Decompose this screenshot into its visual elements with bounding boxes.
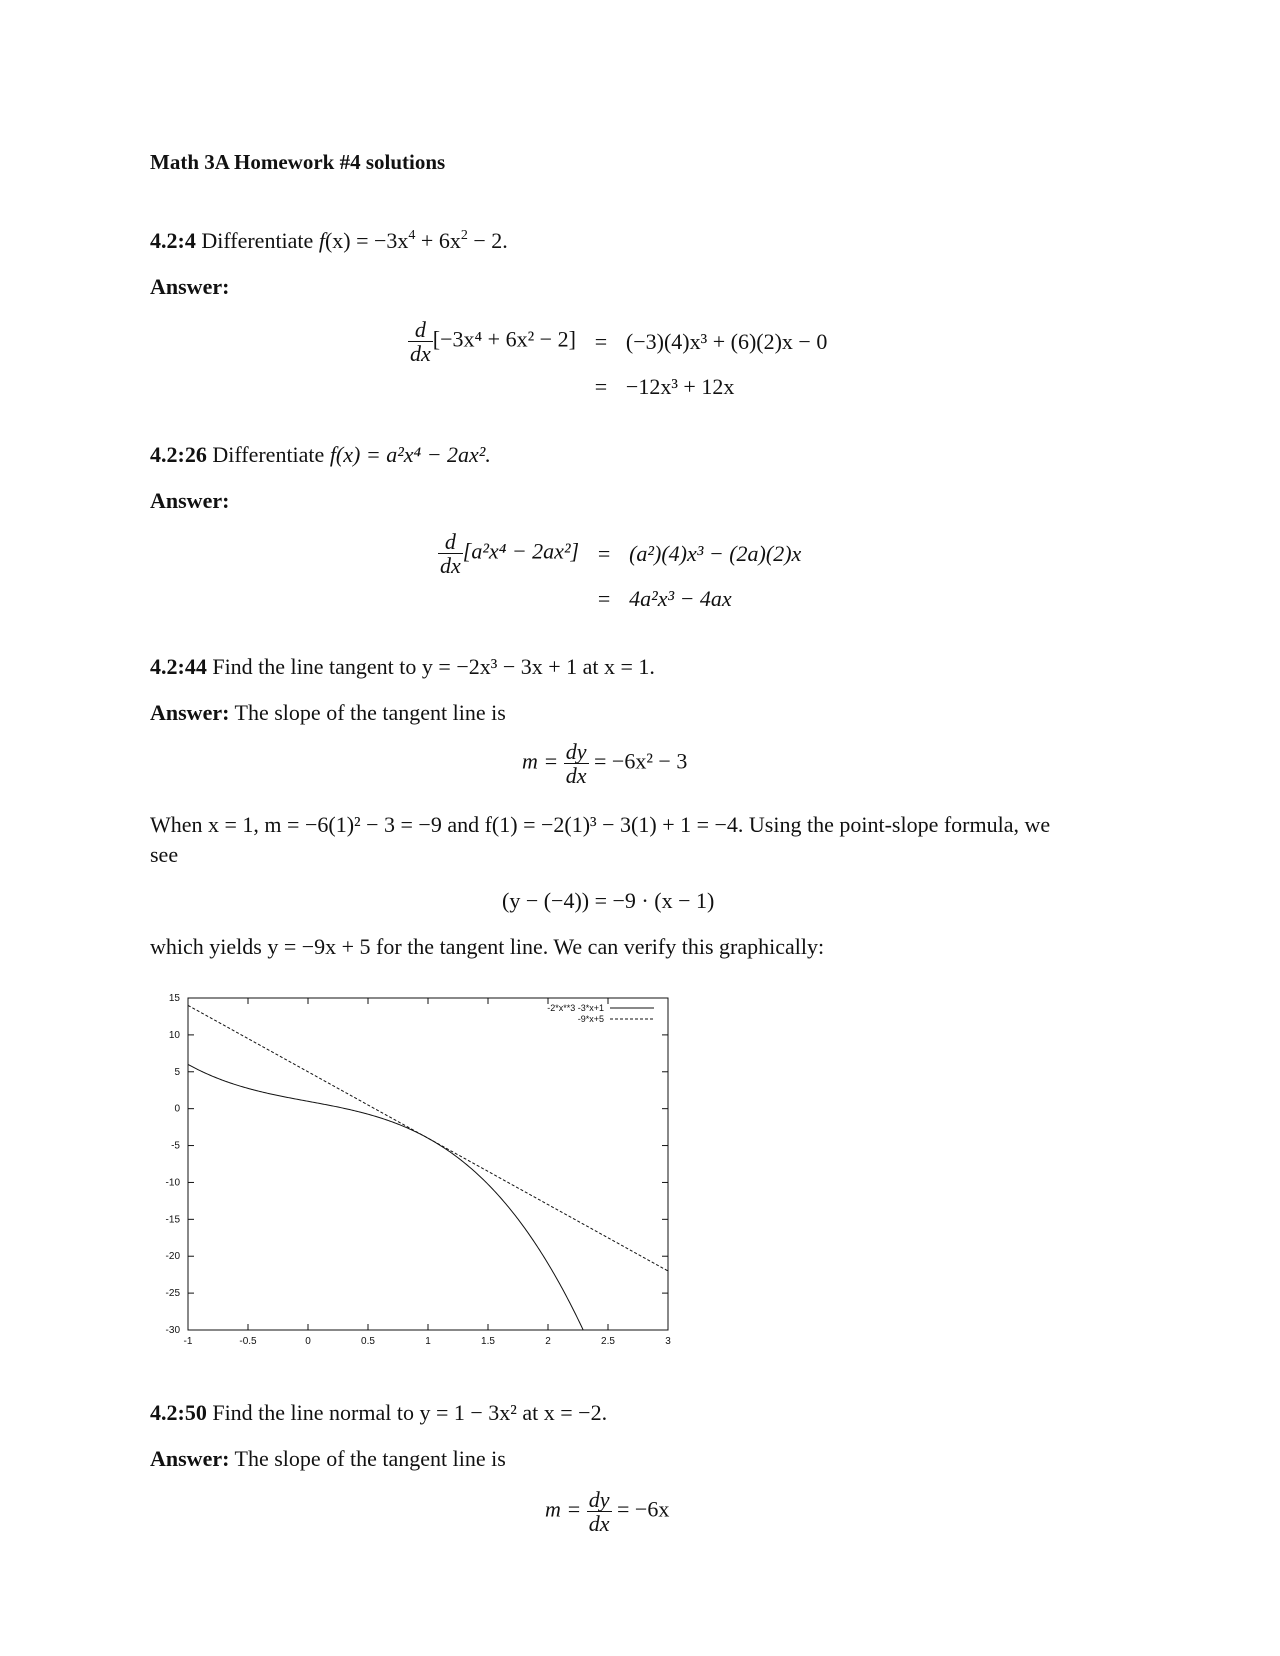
problem-text: Find the line tangent to y = −2x³ − 3x + 1 at x = 1. xyxy=(212,654,655,679)
answer-label: Answer: xyxy=(150,488,230,513)
answer-label: Answer: xyxy=(150,274,230,299)
paragraph-line: When x = 1, m = −6(1)² − 3 = −9 and f(1) = −2(1)³ − 3(1) + 1 = −4. Using the point-slope formula, we xyxy=(150,812,1051,837)
y-tick-label: -30 xyxy=(165,1325,180,1336)
problem-number: 4.2:50 xyxy=(150,1400,207,1425)
derivation-lhs-body: [a²x⁴ − 2ax²] xyxy=(462,538,580,564)
derivation-result: 4a²x³ − 4ax xyxy=(629,586,732,612)
x-tick-label: 1 xyxy=(425,1336,431,1347)
slope-rhs: = −6x² − 3 xyxy=(594,748,688,774)
equals-sign: = xyxy=(597,540,611,566)
fraction-denominator: dx xyxy=(588,1511,610,1537)
series-curve xyxy=(188,1064,668,1348)
derivative-fraction xyxy=(564,740,589,787)
document-title: Math 3A Homework #4 solutions xyxy=(150,150,446,174)
exponent: 4 xyxy=(408,228,416,243)
y-tick-label: -5 xyxy=(171,1140,180,1152)
point-slope-equation: (y − (−4)) = −9 · (x − 1) xyxy=(502,888,715,913)
problem-text: Differentiate xyxy=(201,228,314,253)
problem-4-2-4-statement xyxy=(150,228,508,254)
derivation-rhs: (a²)(4)x³ − (2a)(2)x xyxy=(629,540,802,566)
legend-label: -9*x+5 xyxy=(577,1014,604,1024)
equals-sign: = xyxy=(594,374,608,400)
problem-number: 4.2:4 xyxy=(150,228,196,253)
paragraph-line: see xyxy=(150,842,179,867)
x-tick-label: -0.5 xyxy=(239,1336,257,1347)
slope-m: m = xyxy=(545,1496,582,1522)
chart-svg xyxy=(152,986,692,1348)
fraction-denominator: dx xyxy=(440,553,461,579)
answer-label: Answer: xyxy=(150,1446,230,1471)
x-tick-label: 0 xyxy=(305,1336,311,1347)
paragraph-line: which yields y = −9x + 5 for the tangent line. We can verify this graphically: xyxy=(150,934,825,959)
answer-line xyxy=(150,1446,506,1472)
derivation-4-2-26 xyxy=(438,530,801,621)
slope-equation xyxy=(545,1488,669,1535)
x-tick-label: 3 xyxy=(665,1336,671,1347)
answer-line xyxy=(150,700,506,726)
derivative-operator xyxy=(408,318,433,365)
legend-label: -2*x**3 -3*x+1 xyxy=(547,1003,604,1013)
fraction-numerator: d xyxy=(408,318,433,342)
fraction-numerator: d xyxy=(438,530,463,554)
function-name: f xyxy=(318,228,325,253)
derivative-fraction xyxy=(587,1488,612,1535)
x-tick-label: 1.5 xyxy=(481,1336,495,1347)
answer-text: The slope of the tangent line is xyxy=(234,700,506,725)
x-tick-label: 2 xyxy=(545,1336,551,1347)
y-tick-label: -20 xyxy=(165,1251,180,1263)
y-tick-label: -10 xyxy=(165,1177,180,1189)
problem-text: Differentiate xyxy=(212,442,325,467)
derivative-operator xyxy=(438,530,463,577)
fraction-numerator: dy xyxy=(588,1487,610,1512)
function-expression-mid: + 6x xyxy=(415,228,461,253)
derivation-lhs xyxy=(408,318,576,365)
exponent: 2 xyxy=(460,228,468,243)
y-tick-label: 0 xyxy=(174,1103,180,1115)
fraction-denominator: dx xyxy=(410,341,431,367)
y-tick-label: 15 xyxy=(168,993,180,1004)
slope-m: m = xyxy=(522,748,559,774)
equals-sign: = xyxy=(594,328,608,354)
fraction-numerator: dy xyxy=(565,739,587,764)
function-expression: f(x) = a²x⁴ − 2ax². xyxy=(329,442,491,467)
x-tick-label: 2.5 xyxy=(601,1336,615,1347)
equals-sign: = xyxy=(597,586,611,612)
tangent-line-chart xyxy=(152,986,692,1348)
y-tick-label: 5 xyxy=(174,1066,180,1078)
problem-number: 4.2:44 xyxy=(150,654,207,679)
derivation-lhs xyxy=(438,530,579,577)
fraction-denominator: dx xyxy=(565,763,587,789)
derivation-rhs: (−3)(4)x³ + (6)(2)x − 0 xyxy=(625,328,828,354)
slope-equation xyxy=(522,740,687,787)
x-tick-label: 0.5 xyxy=(361,1336,375,1347)
slope-rhs: = −6x xyxy=(617,1496,670,1522)
problem-4-2-26-statement xyxy=(150,442,491,468)
answer-label: Answer: xyxy=(150,700,230,725)
function-expression-end: − 2. xyxy=(467,228,508,253)
derivation-lhs-body: [−3x⁴ + 6x² − 2] xyxy=(432,326,576,352)
problem-4-2-44-statement xyxy=(150,654,655,680)
problem-text: Find the line normal to y = 1 − 3x² at x = −2. xyxy=(212,1400,608,1425)
answer-text: The slope of the tangent line is xyxy=(234,1446,506,1471)
y-tick-label: -15 xyxy=(165,1214,180,1226)
y-tick-label: 10 xyxy=(168,1029,180,1041)
y-tick-label: -25 xyxy=(165,1288,180,1300)
problem-4-2-50-statement xyxy=(150,1400,607,1426)
derivation-4-2-4 xyxy=(408,318,827,409)
function-expression: (x) = −3x xyxy=(324,228,409,253)
plot-frame xyxy=(188,998,668,1330)
problem-number: 4.2:26 xyxy=(150,442,207,467)
x-tick-label: -1 xyxy=(183,1336,193,1347)
derivation-result: −12x³ + 12x xyxy=(625,374,735,400)
